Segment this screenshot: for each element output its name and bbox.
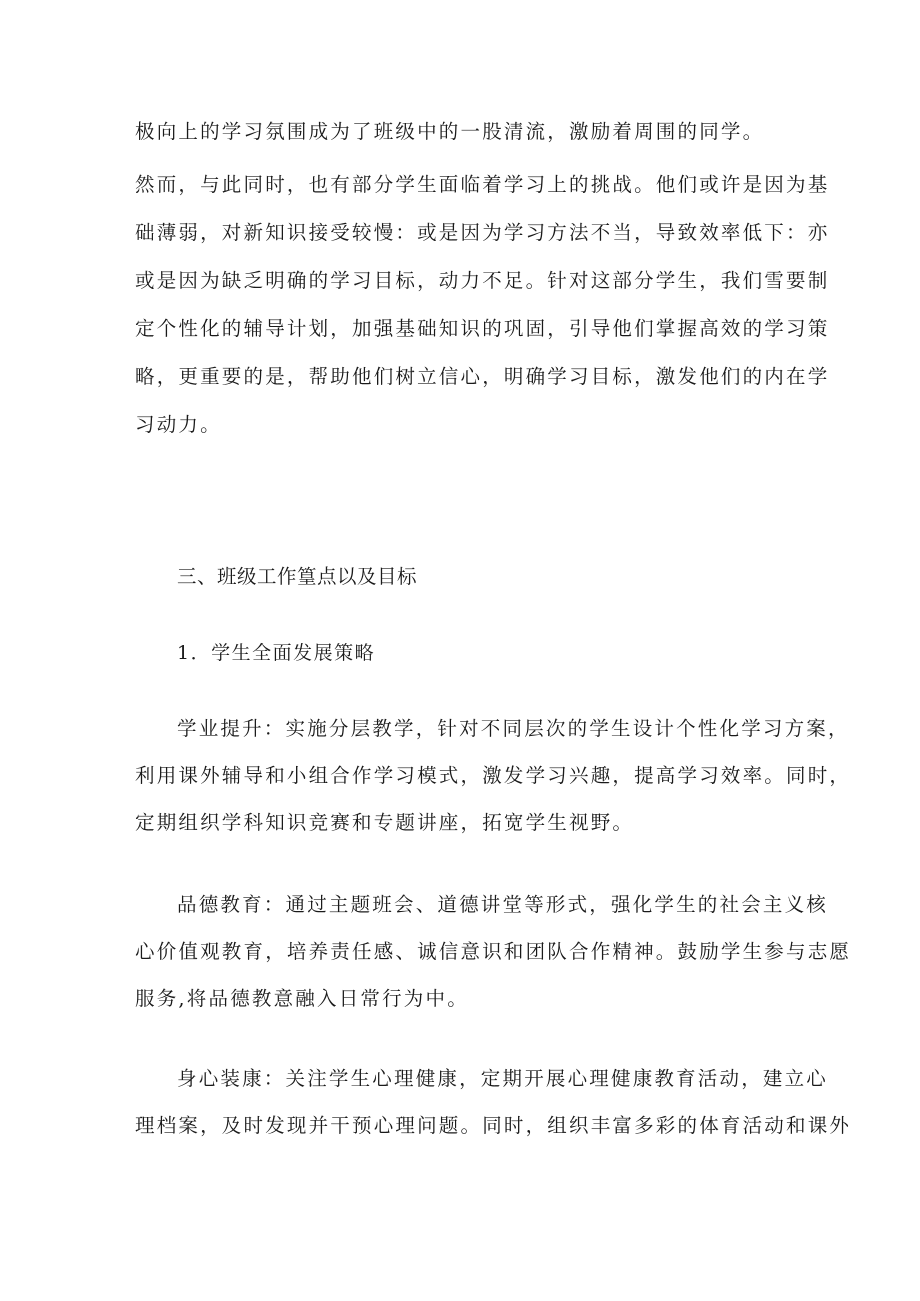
moral-line-2: 心价值观教育，培养责任感、诚信意识和团队合作精神。鼓励学生参与志愿 <box>135 940 852 963</box>
moral-line-3: 服务,将品德教意融入日常行为中。 <box>135 987 469 1010</box>
subsection-title: 1．学生全面发展策略 <box>177 642 376 664</box>
academic-line-2: 利用课外辅导和小组合作学习模式，激发学习兴趣，提高学习效率。同时， <box>135 764 852 787</box>
challenge-line-5: 略，更重要的是，帮助他们树立信心，明确学习目标，激发他们的内在学 <box>135 365 830 388</box>
academic-line-1: 学业提升：实施分层教学，针对不同层次的学生设计个性化学习方案， <box>177 717 850 740</box>
health-line-2: 理档案，及时发现并干预心理问题。同时，组织丰富多彩的体育活动和课外 <box>135 1114 852 1137</box>
intro-line: 极向上的学习氛围成为了班级中的一股清流，激励着周围的同学。 <box>135 120 765 143</box>
challenge-line-2: 础薄弱，对新知识接受较慢：或是因为学习方法不当，导致效率低下：亦 <box>135 221 830 244</box>
section-title: 三、班级工作篁点以及目标 <box>177 565 418 588</box>
challenge-line-3: 或是因为缺乏明确的学习目标，动力不足。针对这部分学生，我们雪要制 <box>135 269 830 292</box>
challenge-line-4: 定个性化的辅导计划，加强基础知识的巩固，引导他们掌握高效的学习策 <box>135 317 830 340</box>
challenge-line-1: 然而，与此同时，也有部分学生面临着学习上的挑战。他们或许是因为基 <box>135 173 830 196</box>
moral-line-1: 品德教育：通过主题班会、道德讲堂等形式，强化学生的社会主义核 <box>177 893 829 916</box>
academic-line-3: 定期组织学科知识竞赛和专题讲座，拓宽学生视野。 <box>135 811 635 834</box>
challenge-line-6: 习动力。 <box>135 413 222 436</box>
health-line-1: 身心装康：关注学生心理健康，定期开展心理健康教育活动，建立心 <box>177 1067 829 1090</box>
